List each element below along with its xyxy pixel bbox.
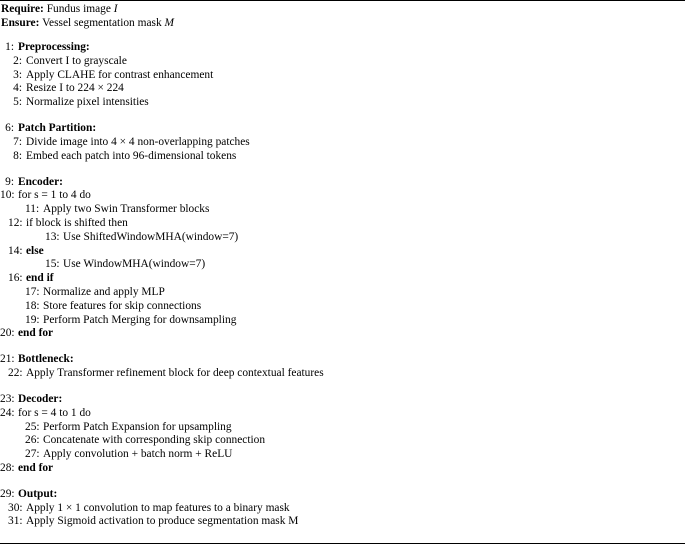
algorithm-line (0, 203, 324, 217)
line-number: 5: (13, 96, 22, 109)
algorithm-line (0, 407, 324, 421)
line-number: 3: (13, 68, 22, 81)
line-text: Perform Patch Merging for downsampling (43, 313, 237, 326)
else-keyword: else (26, 244, 44, 257)
line-number: 2: (13, 54, 22, 67)
line-number: 16: (8, 272, 23, 285)
algorithm-line (0, 488, 324, 502)
algorithm-line (0, 367, 324, 381)
ensure-text: Vessel segmentation mask (42, 16, 162, 29)
algorithm-line (0, 122, 324, 136)
algorithm-line (0, 286, 324, 300)
line-number: 29: (0, 487, 15, 500)
line-number: 8: (13, 149, 22, 162)
section-heading: Encoder: (18, 175, 63, 188)
line-text: Concatenate with corresponding skip connection (43, 434, 266, 447)
line-text: Store features for skip connections (43, 299, 202, 312)
line-number: 22: (8, 367, 23, 380)
end-if-keyword: end if (26, 272, 54, 285)
algorithm-line (0, 353, 324, 367)
line-number: 30: (8, 501, 23, 514)
line-text: Embed each patch into 96-dimensional tokens (26, 149, 237, 162)
ensure-label: Ensure: (1, 16, 40, 29)
algorithm-line (0, 515, 324, 529)
line-number: 28: (0, 461, 15, 474)
line-text: Normalize pixel intensities (26, 96, 149, 109)
line-number: 15: (45, 258, 60, 271)
section-heading: Bottleneck: (18, 353, 74, 366)
line-number: 1: (5, 41, 14, 53)
algorithm-line (0, 258, 324, 272)
algorithm-line (0, 96, 324, 110)
line-number: 23: (0, 392, 15, 405)
algorithm-line (0, 393, 324, 407)
line-text: Apply two Swin Transformer blocks (43, 203, 210, 216)
line-text: Apply Transformer refinement block for deep contextual features (26, 367, 324, 380)
condition-header: if block is shifted then (26, 216, 128, 229)
algorithm-line (0, 421, 324, 435)
algorithm-line (0, 41, 324, 55)
algorithm-line (0, 150, 324, 164)
ensure-line (1, 17, 174, 31)
top-rule (0, 0, 685, 1)
line-number: 27: (25, 448, 40, 461)
algorithm-body (0, 41, 324, 529)
require-text: Fundus image (46, 3, 111, 15)
line-text: Convert I to grayscale (26, 54, 127, 67)
require-label: Require: (1, 3, 44, 15)
line-number: 24: (0, 406, 15, 419)
line-number: 11: (25, 203, 40, 216)
line-number: 18: (25, 299, 40, 312)
section-heading: Decoder: (18, 392, 63, 405)
line-text: Apply CLAHE for contrast enhancement (26, 68, 214, 81)
bottom-rule (0, 543, 685, 544)
section-heading: Output: (18, 487, 58, 500)
algorithm-line (0, 189, 324, 203)
algorithm-line (0, 462, 324, 476)
line-number: 17: (25, 285, 40, 298)
require-line (1, 3, 174, 17)
algorithm-line (0, 217, 324, 231)
algorithm-line (0, 136, 324, 150)
line-number: 21: (0, 353, 15, 366)
line-number: 7: (13, 135, 22, 148)
section-heading: Preprocessing: (18, 41, 90, 53)
ensure-symbol: M (164, 16, 175, 29)
end-for-keyword: end for (18, 461, 54, 474)
line-text: Use ShiftedWindowMHA(window=7) (63, 230, 239, 243)
end-for-keyword: end for (18, 327, 54, 340)
line-number: 13: (45, 230, 60, 243)
algorithm-line (0, 300, 324, 314)
algorithm-line (0, 434, 324, 448)
line-number: 12: (8, 216, 23, 229)
line-number: 14: (8, 244, 23, 257)
algorithm-header (1, 3, 174, 31)
algorithm-line (0, 176, 324, 190)
line-text: Resize I to 224 × 224 (26, 82, 124, 95)
algorithm-line (0, 327, 324, 341)
algorithm-line (0, 502, 324, 516)
line-text: Apply convolution + batch norm + ReLU (43, 448, 233, 461)
algorithm-line (0, 245, 324, 259)
line-text: Use WindowMHA(window=7) (63, 258, 206, 271)
line-number: 6: (5, 122, 14, 135)
loop-header: for s = 4 to 1 do (18, 406, 91, 419)
line-number: 4: (13, 82, 22, 95)
line-text: Normalize and apply MLP (43, 285, 165, 298)
line-text: Divide image into 4 × 4 non-overlapping patches (26, 135, 250, 148)
line-text: Apply Sigmoid activation to produce segmentation mask M (26, 515, 299, 528)
algorithm-line (0, 272, 324, 286)
loop-header: for s = 1 to 4 do (18, 189, 91, 202)
algorithm-line (0, 55, 324, 69)
line-number: 26: (25, 434, 40, 447)
line-number: 19: (25, 313, 40, 326)
algorithm-line (0, 231, 324, 245)
line-number: 20: (0, 327, 15, 340)
line-number: 9: (5, 175, 14, 188)
line-number: 10: (0, 189, 15, 202)
line-number: 25: (25, 420, 40, 433)
line-text: Apply 1 × 1 convolution to map features to a binary mask (26, 501, 290, 514)
algorithm-line (0, 82, 324, 96)
line-text: Perform Patch Expansion for upsampling (43, 420, 232, 433)
line-number: 31: (8, 515, 23, 528)
algorithm-line (0, 448, 324, 462)
require-symbol: I (113, 3, 118, 15)
algorithm-line (0, 69, 324, 83)
algorithm-line (0, 314, 324, 328)
section-heading: Patch Partition: (18, 122, 97, 135)
